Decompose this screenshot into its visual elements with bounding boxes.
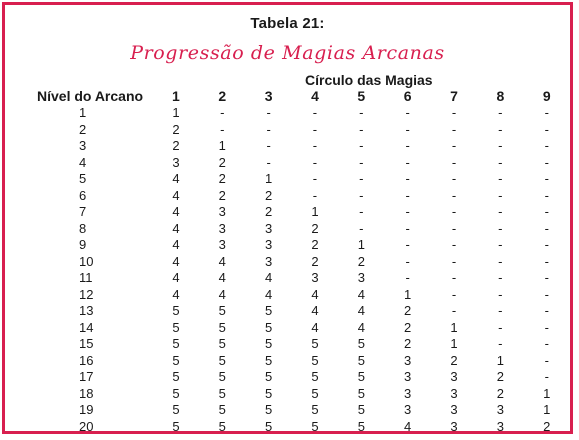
spell-slot-cell: - [544, 187, 549, 203]
spell-slot-cell: - [544, 369, 549, 385]
spell-slot-cell: 2 [404, 336, 412, 352]
level-cell: 12 [79, 286, 94, 302]
spell-slot-cell: 1 [496, 352, 504, 368]
spell-slot-cell: 5 [265, 352, 273, 368]
spell-slot-cell: 5 [311, 402, 319, 418]
spell-slot-cell: 4 [311, 303, 319, 319]
table-row [37, 105, 570, 122]
circle-column-header: 8 [496, 88, 505, 104]
spell-slot-cell: 1 [265, 171, 273, 187]
spell-slot-cell: 4 [172, 171, 180, 187]
level-cell: 11 [79, 270, 93, 286]
level-cell: 10 [79, 253, 94, 269]
spell-slot-cell: 5 [172, 402, 180, 418]
table-row [37, 155, 570, 172]
spell-slot-cell: 4 [404, 418, 412, 434]
spell-slot-cell: 5 [218, 352, 226, 368]
level-cell: 15 [79, 336, 94, 352]
spell-slot-cell: - [498, 105, 503, 121]
spell-slot-cell: 5 [265, 385, 273, 401]
table-row [37, 287, 570, 304]
spell-slot-cell: - [498, 319, 503, 335]
circle-column-header: 6 [403, 88, 412, 104]
spell-slot-cell: 1 [543, 385, 551, 401]
spell-slot-cell: 2 [496, 369, 504, 385]
spell-slot-cell: - [220, 105, 225, 121]
spell-slot-cell: - [544, 270, 549, 286]
spell-slot-cell: 5 [357, 369, 365, 385]
spell-slot-cell: 1 [450, 336, 458, 352]
spell-slot-cell: 4 [218, 270, 226, 286]
spell-slot-cell: - [544, 253, 549, 269]
level-cell: 14 [79, 319, 94, 335]
spell-slot-cell: 3 [496, 418, 504, 434]
spell-slot-cell: - [405, 237, 410, 253]
spell-slot-cell: - [359, 138, 364, 154]
spell-slot-cell: 4 [172, 220, 180, 236]
circle-column-header: 4 [311, 88, 319, 104]
spell-slot-cell: 5 [357, 385, 365, 401]
spell-slot-cell: - [451, 187, 457, 203]
level-cell: 13 [79, 303, 94, 319]
spell-slot-cell: 5 [357, 402, 365, 418]
spell-slot-cell: 3 [265, 253, 273, 269]
spell-slot-cell: 4 [311, 286, 319, 302]
circle-column-header: 3 [264, 88, 273, 104]
spell-slot-cell: 2 [404, 319, 412, 335]
spell-slot-cell: - [498, 303, 503, 319]
spell-slot-cell: - [451, 105, 457, 121]
spell-slot-cell: 2 [496, 385, 504, 401]
spell-slot-cell: 5 [357, 418, 365, 434]
spell-slot-cell: - [405, 220, 410, 236]
spell-slot-cell: - [544, 336, 549, 352]
spell-slot-cell: 5 [265, 402, 273, 418]
spell-slot-cell: - [451, 204, 457, 220]
spell-slot-cell: - [544, 237, 549, 253]
spell-slot-cell: 5 [172, 336, 180, 352]
spell-slot-cell: 1 [404, 286, 412, 302]
spell-slot-cell: 2 [218, 171, 226, 187]
spell-slot-cell: 2 [218, 154, 226, 170]
spell-slot-cell: - [312, 105, 318, 121]
table-row [37, 402, 570, 419]
spell-slot-cell: 5 [311, 385, 319, 401]
spell-slot-cell: 3 [404, 369, 412, 385]
table-row [37, 419, 570, 436]
spell-slot-cell: 4 [357, 303, 365, 319]
spell-slot-cell: 3 [218, 220, 226, 236]
spell-slot-cell: 3 [311, 270, 319, 286]
table-row [37, 320, 570, 337]
table-row [37, 204, 570, 221]
spell-slot-cell: 1 [357, 237, 365, 253]
spell-slot-cell: 3 [265, 220, 273, 236]
spell-slot-cell: - [405, 270, 410, 286]
spell-slot-cell: 4 [172, 204, 180, 220]
circle-column-header: 9 [542, 88, 551, 104]
level-column-header: Nível do Arcano [37, 88, 144, 104]
circle-header: Círculo das Magias [305, 72, 433, 88]
level-cell: 2 [79, 121, 87, 137]
header-row [37, 87, 570, 105]
spell-slot-cell: 5 [265, 369, 273, 385]
spell-slot-cell: 2 [218, 187, 226, 203]
table-row [37, 303, 570, 320]
spell-slot-cell: 5 [172, 352, 180, 368]
spell-slot-cell: 5 [218, 402, 226, 418]
spell-slot-cell: 4 [311, 319, 319, 335]
spell-slot-cell: 3 [404, 352, 412, 368]
spell-slot-cell: 3 [450, 369, 458, 385]
spell-slot-cell: 2 [404, 303, 412, 319]
spell-slot-cell: - [544, 352, 549, 368]
spell-slot-cell: 5 [265, 336, 273, 352]
level-cell: 20 [79, 418, 94, 434]
spell-slot-cell: - [451, 154, 457, 170]
spell-slot-cell: - [266, 154, 271, 170]
level-cell: 3 [79, 138, 87, 154]
spell-slot-cell: - [544, 171, 549, 187]
spell-slot-cell: - [498, 286, 503, 302]
spell-slot-cell: - [498, 237, 503, 253]
spell-slot-cell: - [544, 138, 549, 154]
spell-slot-cell: - [498, 187, 503, 203]
spell-slot-cell: - [451, 138, 457, 154]
spell-slot-cell: - [498, 171, 503, 187]
level-cell: 19 [79, 402, 94, 418]
level-cell: 5 [79, 171, 87, 187]
spell-slot-cell: - [498, 138, 503, 154]
spell-slot-cell: - [312, 171, 318, 187]
spell-slot-cell: 5 [172, 303, 180, 319]
spell-slot-cell: - [544, 204, 549, 220]
table-row [37, 237, 570, 254]
level-cell: 6 [79, 187, 87, 203]
spell-slot-cell: 4 [172, 237, 180, 253]
spell-slot-cell: - [359, 105, 364, 121]
spell-slot-cell: 5 [265, 319, 273, 335]
circle-column-header: 1 [172, 88, 180, 104]
spell-slot-cell: - [405, 154, 410, 170]
spell-slot-cell: 2 [543, 418, 551, 434]
spell-slot-cell: 2 [311, 253, 319, 269]
spell-slot-cell: - [266, 105, 271, 121]
table-frame [2, 2, 573, 434]
spell-slot-cell: 3 [496, 402, 504, 418]
spell-slot-cell: - [451, 286, 457, 302]
spell-slot-cell: 1 [450, 319, 458, 335]
level-cell: 9 [79, 237, 87, 253]
table-caption: Tabela 21: [250, 15, 325, 32]
spell-slot-cell: - [544, 220, 549, 236]
spell-slot-cell: - [312, 187, 318, 203]
spell-slot-cell: - [451, 303, 457, 319]
spell-slot-cell: 5 [357, 336, 365, 352]
spell-slot-cell: - [498, 253, 503, 269]
spell-slot-cell: 5 [311, 369, 319, 385]
spell-slot-cell: - [544, 105, 549, 121]
spell-slot-cell: - [544, 121, 549, 137]
level-cell: 17 [79, 369, 94, 385]
spell-slot-cell: 4 [172, 187, 180, 203]
table-row [37, 254, 570, 271]
spell-slot-cell: 3 [218, 204, 226, 220]
level-cell: 7 [79, 204, 87, 220]
spell-slot-cell: - [359, 154, 364, 170]
spell-slot-cell: 5 [172, 369, 180, 385]
spell-slot-cell: 4 [218, 286, 226, 302]
spell-slot-cell: 3 [172, 154, 180, 170]
spell-slot-cell: 3 [218, 237, 226, 253]
spell-slot-cell: 4 [357, 319, 365, 335]
spell-slot-cell: - [405, 105, 410, 121]
table-row [37, 171, 570, 188]
table-row [37, 122, 570, 139]
spell-slot-cell: - [266, 121, 271, 137]
spell-slot-cell: 4 [218, 253, 226, 269]
spell-slot-cell: 5 [172, 418, 180, 434]
spell-slot-cell: 3 [450, 402, 458, 418]
table-row [37, 386, 570, 403]
spell-slot-cell: 5 [265, 418, 273, 434]
spell-slot-cell: 5 [218, 418, 226, 434]
spell-slot-cell: - [544, 286, 549, 302]
spell-slot-cell: 5 [311, 336, 319, 352]
spell-slot-cell: 5 [218, 303, 226, 319]
spell-slot-cell: - [544, 154, 549, 170]
spell-slot-cell: - [220, 121, 225, 137]
spell-slot-cell: - [405, 204, 410, 220]
spell-slot-cell: 2 [357, 253, 365, 269]
spell-slot-cell: 2 [172, 138, 180, 154]
spell-slot-cell: 5 [311, 418, 319, 434]
circle-column-header: 5 [357, 88, 366, 104]
spell-slot-cell: 2 [311, 237, 319, 253]
spell-slot-cell: - [405, 253, 410, 269]
table-row [37, 188, 570, 205]
table-body [37, 105, 570, 435]
spell-slot-cell: 2 [172, 121, 180, 137]
spell-slot-cell: 5 [218, 385, 226, 401]
spell-slot-cell: - [498, 336, 503, 352]
spell-slot-cell: - [544, 303, 549, 319]
spell-slot-cell: 5 [172, 319, 180, 335]
spell-slot-cell: 5 [311, 352, 319, 368]
spell-slot-cell: 2 [265, 204, 273, 220]
level-cell: 8 [79, 220, 87, 236]
level-cell: 1 [79, 105, 87, 121]
spell-slot-cell: - [498, 204, 503, 220]
spell-slot-cell: 5 [357, 352, 365, 368]
spell-slot-cell: 4 [172, 253, 180, 269]
spell-slot-cell: - [451, 121, 457, 137]
spell-slot-cell: - [451, 237, 457, 253]
spell-slot-cell: 4 [357, 286, 365, 302]
table-row [37, 369, 570, 386]
table-row [37, 336, 570, 353]
spell-slot-cell: - [312, 154, 318, 170]
spell-slot-cell: - [405, 171, 410, 187]
spell-slot-cell: 5 [218, 319, 226, 335]
spell-slot-cell: 5 [218, 336, 226, 352]
spell-slot-cell: - [498, 154, 503, 170]
spell-slot-cell: - [359, 121, 364, 137]
spell-slot-cell: - [359, 220, 364, 236]
spell-slot-cell: - [359, 171, 364, 187]
level-cell: 18 [79, 385, 94, 401]
spell-slot-cell: 2 [311, 220, 319, 236]
spell-slot-cell: 3 [404, 402, 412, 418]
spell-slot-cell: 5 [172, 385, 180, 401]
spell-slot-cell: - [405, 121, 410, 137]
spell-slot-cell: 3 [450, 418, 458, 434]
level-cell: 4 [79, 154, 87, 170]
spell-slot-cell: - [451, 171, 457, 187]
spell-slot-cell: 5 [265, 303, 273, 319]
spell-slot-cell: 3 [357, 270, 365, 286]
table-title: Progressão de Magias Arcanas [130, 42, 445, 64]
spell-slot-cell: - [359, 187, 364, 203]
table-row [37, 270, 570, 287]
spell-slot-cell: - [498, 220, 503, 236]
spell-slot-cell: - [544, 319, 549, 335]
spell-slot-cell: 1 [311, 204, 319, 220]
circle-column-header: 2 [218, 88, 227, 104]
table-row [37, 221, 570, 238]
spell-slot-cell: - [498, 270, 503, 286]
spell-slot-cell: - [451, 220, 457, 236]
table-row [37, 353, 570, 370]
spell-slot-cell: 3 [404, 385, 412, 401]
spell-slot-cell: 1 [543, 402, 551, 418]
spell-slot-cell: 3 [450, 385, 458, 401]
spell-slot-cell: 3 [265, 237, 273, 253]
spell-slot-cell: - [405, 138, 410, 154]
spell-slot-cell: - [359, 204, 364, 220]
spell-progression-table [37, 87, 570, 435]
table-row [37, 138, 570, 155]
spell-slot-cell: 4 [172, 286, 180, 302]
spell-slot-cell: - [266, 138, 271, 154]
spell-slot-cell: - [312, 138, 318, 154]
spell-slot-cell: 4 [265, 286, 273, 302]
spell-slot-cell: - [451, 270, 457, 286]
spell-slot-cell: 4 [265, 270, 273, 286]
spell-slot-cell: - [498, 121, 503, 137]
level-cell: 16 [79, 352, 94, 368]
spell-slot-cell: 2 [450, 352, 458, 368]
spell-slot-cell: 1 [172, 105, 180, 121]
circle-column-header: 7 [450, 88, 458, 104]
spell-slot-cell: 5 [218, 369, 226, 385]
spell-slot-cell: - [405, 187, 410, 203]
spell-slot-cell: - [312, 121, 318, 137]
spell-slot-cell: 4 [172, 270, 180, 286]
spell-slot-cell: 2 [265, 187, 273, 203]
spell-slot-cell: - [451, 253, 457, 269]
spell-slot-cell: 1 [218, 138, 226, 154]
